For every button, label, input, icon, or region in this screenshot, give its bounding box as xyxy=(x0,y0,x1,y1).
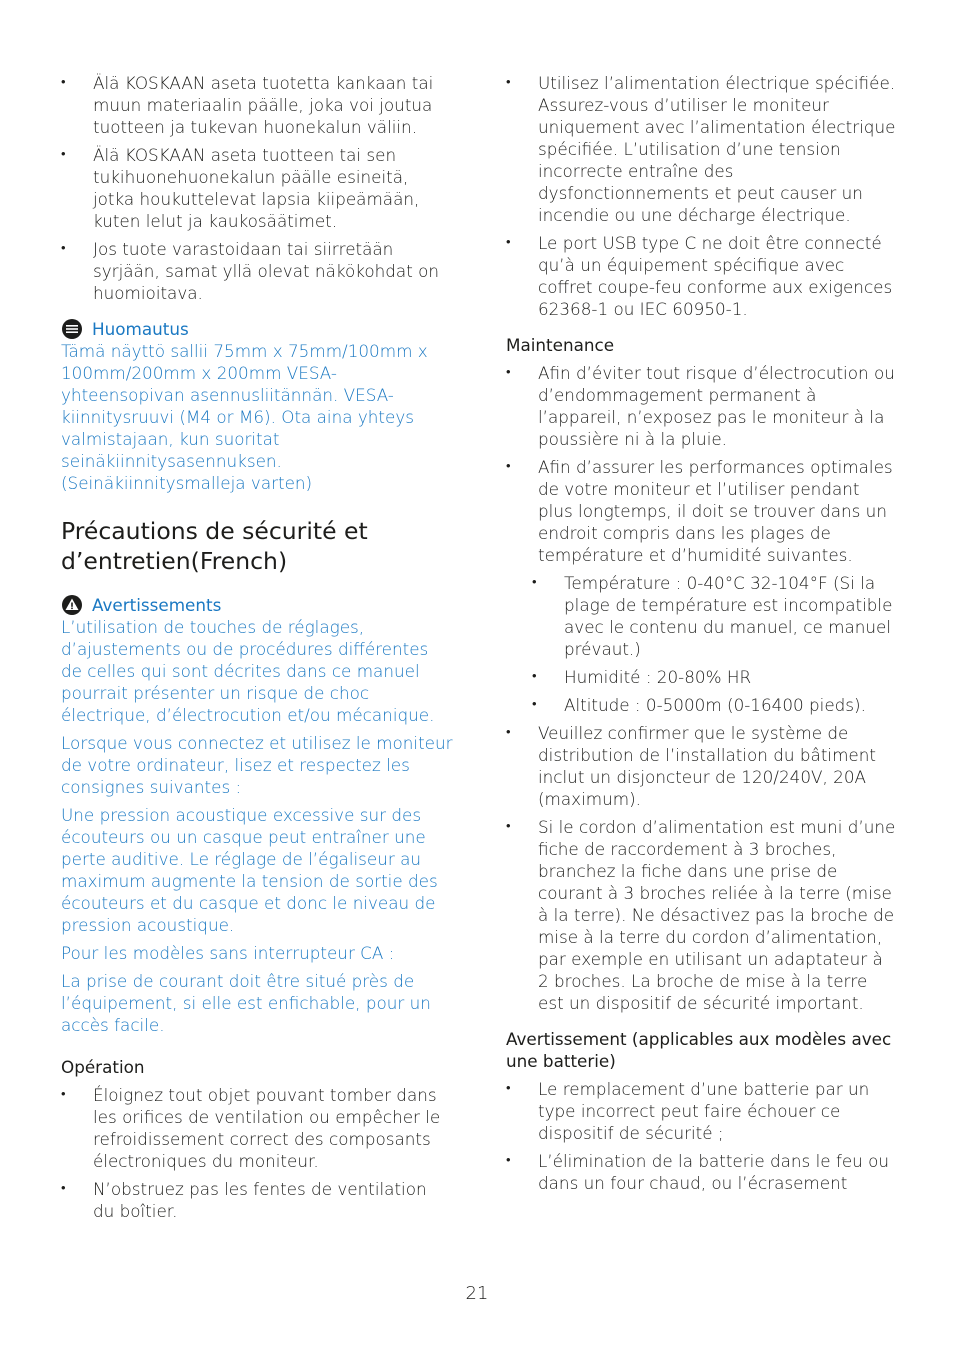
bullet-text: Humidité : 20-80% HR xyxy=(564,667,752,687)
bullet-dot: • xyxy=(506,1081,511,1096)
warning-heading xyxy=(61,594,453,616)
warning-icon xyxy=(61,594,83,616)
bullet-dot: • xyxy=(506,459,511,474)
warning-paragraph: Une pression acoustique excessive sur des écouteurs ou un casque peut entraîner une perte auditive. Le réglage de l’égaliseur au maximum augmente la tension de sortie des écouteurs et du casque et donc le niveau de pression acoustique. xyxy=(61,805,438,935)
bullet-dot: • xyxy=(532,669,537,684)
page-number: 21 xyxy=(465,1283,489,1304)
section-title: Précautions de sécurité et d’entretien(French) xyxy=(61,517,368,575)
maintenance-heading: Maintenance xyxy=(506,335,615,355)
maintenance-bullet-list xyxy=(506,362,898,566)
note-icon xyxy=(61,318,83,340)
list-item xyxy=(506,72,898,226)
warning-body xyxy=(61,616,453,1036)
list-item xyxy=(61,72,453,138)
warning-paragraph: L’utilisation de touches de réglages, d’ajustements ou de procédures différentes de celles qui sont décrites dans ce manuel pourrait présenter un risque de choc électrique, d’électrocution et/ou mécanique. xyxy=(61,617,435,725)
bullet-dot: • xyxy=(61,147,66,162)
note-body: Tämä näyttö sallii 75mm x 75mm/100mm x 100mm/200mm x 200mm VESA-yhteensopivan asennusliitännän. VESA-kiinnitysruuvi (M4 or M6). Ota aina yhteys valmistajaan, kun suoritat seinäkiinnitysasennuksen. (Seinäkiinnitysmalleja varten) xyxy=(61,341,428,493)
bullet-dot: • xyxy=(506,365,511,380)
list-item xyxy=(506,456,898,566)
bullet-dot: • xyxy=(61,241,66,256)
list-item xyxy=(506,362,898,450)
bullet-text: Afin d’assurer les performances optimales de votre moniteur et l’utiliser pendant plus longtemps, il doit se trouver dans un endroit compris dans les plages de température et d’humidité suivantes. xyxy=(538,457,893,565)
bullet-dot: • xyxy=(506,1153,511,1168)
bullet-dot: • xyxy=(532,575,537,590)
warning-title: Avertissements xyxy=(92,595,222,615)
list-item xyxy=(506,1150,898,1194)
bullet-text: N’obstruez pas les fentes de ventilation du boîtier. xyxy=(93,1179,427,1221)
electrical-bullet-list xyxy=(506,722,898,1014)
bullet-text: Le remplacement d’une batterie par un type incorrect peut faire échouer ce dispositif de sécurité ; xyxy=(538,1079,870,1143)
bullet-text: Utilisez l’alimentation électrique spécifiée. Assurez-vous d’utiliser le moniteur uniquement avec l’alimentation électrique spécifiée. L’utilisation d’une tension incorrecte entraîne des dysfonctionnements et peut causer un incendie ou une décharge électrique. xyxy=(538,73,896,225)
list-item xyxy=(532,666,898,688)
bullet-text: Si le cordon d’alimentation est muni d’une fiche de raccordement à 3 broches, branchez la fiche dans une prise de courant à 3 broches reliée à la terre (mise à la terre). Ne désactivez pas la broche de mise à la terre du cordon d’alimentation, par exemple en utilisant un adaptateur à 2 broches. La broche de mise à la terre est un dispositif de sécurité important. xyxy=(538,817,896,1013)
bullet-dot: • xyxy=(61,75,66,90)
bullet-dot: • xyxy=(61,1181,66,1196)
right-column xyxy=(506,72,898,1200)
note-heading xyxy=(61,318,453,340)
list-item xyxy=(61,1178,453,1222)
list-item xyxy=(532,694,898,716)
bullet-text: Altitude : 0-5000m (0-16400 pieds). xyxy=(564,695,866,715)
left-column xyxy=(61,72,453,1228)
battery-heading: Avertissement (applicables aux modèles avec une batterie) xyxy=(506,1029,892,1071)
warning-paragraph: La prise de courant doit être situé près de l’équipement, si elle est enfichable, pour un accès facile. xyxy=(61,971,431,1035)
bullet-dot: • xyxy=(506,75,511,90)
bullet-text: Älä KOSKAAN aseta tuotteen tai sen tukihuonehuonekalun päälle esineitä, jotka houkuttelevat lapsia kiipeämään, kuten lelut ja kaukosäätimet. xyxy=(93,145,420,231)
bullet-dot: • xyxy=(506,725,511,740)
note-title: Huomautus xyxy=(92,319,189,339)
bullet-text: L’élimination de la batterie dans le feu ou dans un four chaud, ou l’écrasement xyxy=(538,1151,890,1193)
battery-bullet-list xyxy=(506,1078,898,1194)
bullet-text: Éloignez tout objet pouvant tomber dans les orifices de ventilation ou empêcher le refroidissement correct des composants électroniques du moniteur. xyxy=(93,1085,441,1171)
bullet-dot: • xyxy=(532,697,537,712)
operation-bullet-list xyxy=(61,1084,453,1222)
operation-heading: Opération xyxy=(61,1057,145,1077)
bullet-dot: • xyxy=(506,235,511,250)
warning-paragraph: Lorsque vous connectez et utilisez le moniteur de votre ordinateur, lisez et respectez les consignes suivantes : xyxy=(61,733,453,797)
finnish-bullet-list xyxy=(61,72,453,304)
bullet-text: Afin d’éviter tout risque d’électrocution ou d’endommagement permanent à l’appareil, n’exposez pas le moniteur à la poussière ni à la pluie. xyxy=(538,363,895,449)
bullet-text: Veuillez confirmer que le système de distribution de l’installation du bâtiment inclut un disjoncteur de 120/240V, 20A (maximum). xyxy=(538,723,876,809)
environment-sublist xyxy=(532,572,898,716)
bullet-text: Le port USB type C ne doit être connecté qu’à un équipement spécifique avec coffret coupe-feu conforme aux exigences 62368-1 ou IEC 60950-1. xyxy=(538,233,893,319)
bullet-text: Jos tuote varastoidaan tai siirretään syrjään, samat yllä olevat näkökohdat on huomioitava. xyxy=(93,239,440,303)
list-item xyxy=(506,232,898,320)
bullet-text: Älä KOSKAAN aseta tuotetta kankaan tai muun materiaalin päälle, joka voi joutua tuotteen ja tukevan huonekalun väliin. xyxy=(93,73,434,137)
list-item xyxy=(506,1078,898,1144)
bullet-text: Température : 0-40°C 32-104°F (Si la plage de température est incompatible avec le contenu du manuel, ce manuel prévaut.) xyxy=(564,573,893,659)
bullet-dot: • xyxy=(506,819,511,834)
list-item xyxy=(61,1084,453,1172)
list-item xyxy=(506,816,898,1014)
list-item xyxy=(61,238,453,304)
list-item xyxy=(506,722,898,810)
bullet-dot: • xyxy=(61,1087,66,1102)
list-item xyxy=(61,144,453,232)
list-item xyxy=(532,572,898,660)
warning-paragraph: Pour les modèles sans interrupteur CA : xyxy=(61,943,395,963)
power-bullet-list xyxy=(506,72,898,320)
